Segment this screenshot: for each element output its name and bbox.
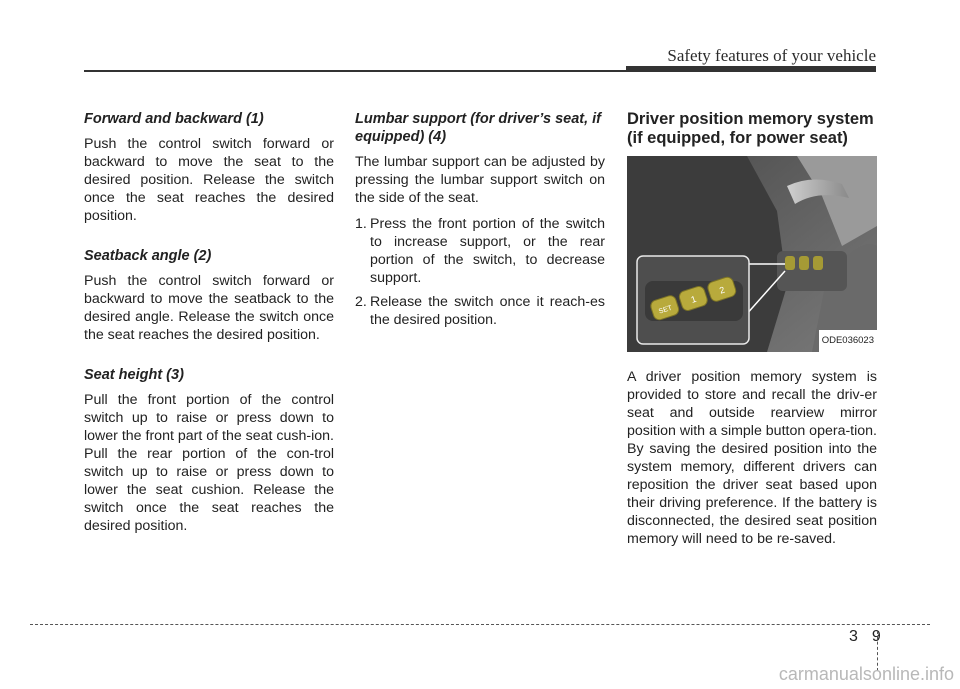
lumbar-steps-list <box>355 215 605 329</box>
para-seatback-angle: Push the control switch forward or backward to move the seatback to the desired angle. Release the switch once the seat reaches the desired position. <box>84 273 334 343</box>
section-title-memory-system: Driver position memory system (if equipped, for power seat) <box>627 110 874 147</box>
step-text: Release the switch once it reach-es the desired position. <box>370 294 605 328</box>
header-title: Safety features of your vehicle <box>667 46 876 65</box>
subhead-forward-backward: Forward and backward (1) <box>84 111 264 127</box>
page-number-value: 9 <box>871 628 881 645</box>
step-text: Press the front portion of the switch to increase support, or the rear portion of the switch, to decrease support. <box>370 216 605 286</box>
set-button-label: SET <box>657 304 674 316</box>
para-forward-backward: Push the control switch forward or backward to move the seat to the desired position. Release the switch once the seat reaches the desired position. <box>84 136 334 224</box>
subhead-seatback-angle: Seatback angle (2) <box>84 248 212 264</box>
para-memory-system: A driver position memory system is provided to store and recall the driv-er seat and outside rearview mirror position with a simple button opera-tion. By saving the desired position into the system memory, different drivers can reposition the driver seat based upon their driving preference. If the battery is disconnected, the desired seat position memory will need to be re-saved. <box>627 369 877 547</box>
right-column <box>627 110 877 570</box>
door-switch-photo <box>627 156 877 352</box>
list-item <box>355 215 605 287</box>
list-item <box>355 293 605 329</box>
step-number: 2. <box>355 294 367 310</box>
door-panel-illustration <box>627 156 877 352</box>
watermark: carmanualsonline.info <box>778 664 954 684</box>
footer-rule <box>30 624 930 625</box>
chapter-number: 3 <box>849 628 858 645</box>
header-rule-accent <box>626 66 876 72</box>
subhead-lumbar-support: Lumbar support (for driver’s seat, if equipped) (4) <box>355 111 602 145</box>
para-lumbar-intro: The lumbar support can be adjusted by pressing the lumbar support switch on the side of the seat. <box>355 154 605 206</box>
middle-column <box>355 110 605 335</box>
memory-2-button-label: 2 <box>718 284 727 296</box>
step-number: 1. <box>355 216 367 232</box>
subhead-seat-height: Seat height (3) <box>84 367 184 383</box>
memory-1-button-label: 1 <box>689 293 698 305</box>
para-seat-height: Pull the front portion of the control switch up to raise or press down to lower the front part of the seat cush-ion. Pull the rear portion of the con-trol switch up to raise or press down to lower the seat cushion. Release the switch once the seat reaches the desired position. <box>84 392 334 534</box>
photo-code: ODE036023 <box>819 330 877 352</box>
left-column <box>84 110 334 557</box>
